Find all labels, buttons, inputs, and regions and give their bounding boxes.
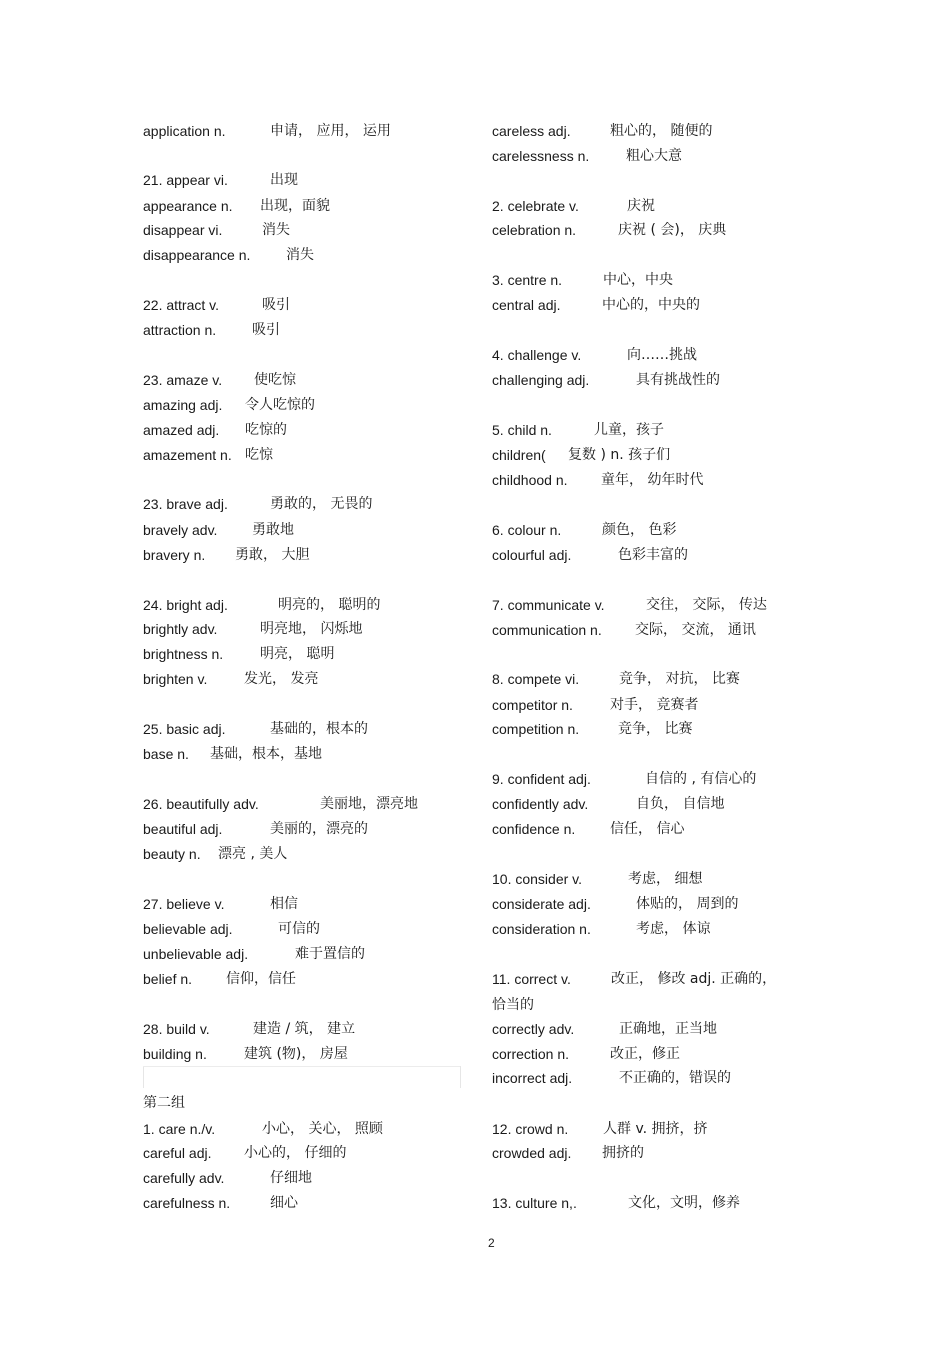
- entry-word: challenging adj.: [492, 372, 590, 388]
- entry-word: beautiful adj.: [143, 821, 223, 837]
- entry-word: careful adj.: [143, 1145, 212, 1161]
- entry-word: 25. basic adj.: [143, 721, 226, 737]
- entry-word: brightly adv.: [143, 621, 218, 637]
- entry-meaning: 童年， 幼年时代: [601, 472, 704, 488]
- entry-meaning: 基础，根本，基地: [210, 746, 322, 762]
- entry-meaning: 改正，修正: [610, 1046, 680, 1062]
- entry-word: 5. child n.: [492, 422, 552, 438]
- entry-word: belief n.: [143, 971, 193, 987]
- entry-word: bravery n.: [143, 547, 206, 563]
- entry-word: 26. beautifully adv.: [143, 796, 259, 812]
- entry-meaning: 消失: [262, 222, 290, 238]
- entry-meaning: 出现，面貌: [260, 198, 330, 214]
- entry-word: disappear vi.: [143, 222, 223, 238]
- entry-word: 13. culture n,.: [492, 1195, 577, 1211]
- entry-meaning: 向……挑战: [627, 347, 697, 363]
- entry-word: application n.: [143, 123, 226, 139]
- entry-word: correction n.: [492, 1046, 570, 1062]
- entry-meaning: 明亮地， 闪烁地: [260, 621, 363, 637]
- entry-word: 23. amaze v.: [143, 372, 223, 388]
- entry-meaning: 消失: [286, 247, 314, 263]
- entry-word: 8. compete vi.: [492, 671, 580, 687]
- entry-meaning: 粗心大意: [626, 148, 682, 164]
- entry-meaning: 令人吃惊的: [245, 397, 315, 413]
- entry-meaning: 具有挑战性的: [636, 372, 720, 388]
- entry-word: incorrect adj.: [492, 1070, 573, 1086]
- entry-word: 11. correct v.: [492, 971, 571, 987]
- entry-word: 10. consider v.: [492, 871, 583, 887]
- entry-word: 7. communicate v.: [492, 597, 605, 613]
- entry-word: considerate adj.: [492, 896, 591, 912]
- entry-word: base n.: [143, 746, 189, 762]
- entry-meaning: 交际， 交流， 通讯: [635, 622, 756, 638]
- entry-meaning: 复数 ) n. 孩子们: [568, 447, 671, 463]
- entry-word: 21. appear vi.: [143, 172, 228, 188]
- entry-meaning: 交往， 交际， 传达: [646, 597, 767, 613]
- entry-word: children(: [492, 447, 546, 463]
- entry-meaning: 明亮的， 聪明的: [278, 597, 381, 613]
- entry-word: attraction n.: [143, 322, 217, 338]
- entry-word: 4. challenge v.: [492, 347, 582, 363]
- entry-meaning: 难于置信的: [295, 946, 365, 962]
- entry-word: 12. crowd n.: [492, 1121, 569, 1137]
- entry-word: amazing adj.: [143, 397, 223, 413]
- entry-word: carefulness n.: [143, 1195, 231, 1211]
- entry-word: disappearance n.: [143, 247, 251, 263]
- entry-meaning: 建造 / 筑， 建立: [253, 1021, 356, 1037]
- entry-word: correctly adv.: [492, 1021, 575, 1037]
- entry-word: brightness n.: [143, 646, 224, 662]
- faint-rule: [460, 1066, 461, 1088]
- entry-meaning: 体贴的， 周到的: [636, 896, 739, 912]
- entry-meaning: 明亮， 聪明: [260, 646, 335, 662]
- entry-word: 3. centre n.: [492, 272, 563, 288]
- entry-meaning: 粗心的， 随便的: [610, 123, 713, 139]
- entry-meaning: 基础的，根本的: [270, 721, 368, 737]
- entry-word: 22. attract v.: [143, 297, 219, 313]
- entry-word: carelessness n.: [492, 148, 590, 164]
- entry-word: confidently adv.: [492, 796, 589, 812]
- entry-word: 27. believe v.: [143, 896, 225, 912]
- entry-meaning: 仔细地: [270, 1170, 312, 1186]
- entry-meaning: 儿童，孩子: [594, 422, 664, 438]
- faint-rule: [143, 1066, 460, 1067]
- entry-word: colourful adj.: [492, 547, 572, 563]
- entry-word: 24. bright adj.: [143, 597, 228, 613]
- entry-meaning: 中心的，中央的: [602, 297, 700, 313]
- entry-meaning: 勇敢地: [252, 522, 294, 538]
- entry-meaning: 庆祝: [627, 198, 655, 214]
- entry-meaning: 考虑， 体谅: [636, 921, 711, 937]
- entry-word: believable adj.: [143, 921, 233, 937]
- entry-meaning: 相信: [270, 896, 298, 912]
- entry-meaning: 拥挤的: [602, 1145, 644, 1161]
- entry-word: building n.: [143, 1046, 207, 1062]
- entry-word: childhood n.: [492, 472, 568, 488]
- entry-meaning: 漂亮 , 美人: [218, 846, 288, 862]
- entry-word: carefully adv.: [143, 1170, 225, 1186]
- entry-meaning: 对手， 竞赛者: [610, 697, 699, 713]
- entry-meaning: 美丽的，漂亮的: [270, 821, 368, 837]
- entry-word: 23. brave adj.: [143, 496, 228, 512]
- entry-meaning: 信任， 信心: [610, 821, 685, 837]
- entry-word: confidence n.: [492, 821, 576, 837]
- entry-meaning: 勇敢的， 无畏的: [270, 496, 373, 512]
- page-number: 2: [488, 1236, 495, 1250]
- entry-meaning: 改正， 修改 adj. 正确的，: [611, 971, 777, 987]
- entry-meaning: 吸引: [252, 322, 280, 338]
- entry-meaning: 吃惊: [245, 447, 273, 463]
- entry-word: 1. care n./v.: [143, 1121, 216, 1137]
- entry-meaning: 细心: [270, 1195, 298, 1211]
- entry-meaning: 吃惊的: [245, 422, 287, 438]
- entry-meaning: 建筑 (物)， 房屋: [244, 1046, 348, 1062]
- entry-word: amazement n.: [143, 447, 232, 463]
- faint-rule: [143, 1066, 144, 1088]
- entry-word: unbelievable adj.: [143, 946, 249, 962]
- entry-word: 6. colour n.: [492, 522, 562, 538]
- entry-meaning: 竞争， 对抗， 比赛: [619, 671, 740, 687]
- entry-meaning: 小心， 关心， 照顾: [262, 1121, 383, 1137]
- entry-meaning: 文化，文明，修养: [628, 1195, 740, 1211]
- entry-word: 恰当的: [492, 996, 534, 1012]
- entry-word: competition n.: [492, 721, 580, 737]
- entry-meaning: 自信的 , 有信心的: [645, 771, 757, 787]
- entry-word: communication n.: [492, 622, 602, 638]
- entry-meaning: 色彩丰富的: [618, 547, 688, 563]
- entry-meaning: 发光， 发亮: [244, 671, 319, 687]
- entry-meaning: 出现: [270, 172, 298, 188]
- entry-word: 9. confident adj.: [492, 771, 591, 787]
- entry-meaning: 使吃惊: [254, 372, 296, 388]
- entry-word: 2. celebrate v.: [492, 198, 579, 214]
- entry-meaning: 信仰，信任: [226, 971, 296, 987]
- entry-meaning: 可信的: [278, 921, 320, 937]
- entry-meaning: 颜色， 色彩: [602, 522, 677, 538]
- entry-meaning: 考虑， 细想: [628, 871, 703, 887]
- entry-word: appearance n.: [143, 198, 233, 214]
- entry-word: 28. build v.: [143, 1021, 210, 1037]
- entry-word: crowded adj.: [492, 1145, 572, 1161]
- entry-word: amazed adj.: [143, 422, 220, 438]
- entry-meaning: 申请， 应用， 运用: [270, 123, 391, 139]
- entry-meaning: 庆祝 ( 会)， 庆典: [618, 222, 727, 238]
- entry-meaning: 勇敢， 大胆: [235, 547, 310, 563]
- entry-meaning: 中心，中央: [603, 272, 673, 288]
- entry-word: central adj.: [492, 297, 561, 313]
- entry-word: competitor n.: [492, 697, 573, 713]
- entry-meaning: 不正确的，错误的: [619, 1070, 731, 1086]
- entry-word: consideration n.: [492, 921, 591, 937]
- entry-meaning: 美丽地，漂亮地: [320, 796, 418, 812]
- group-heading: 第二组: [143, 1095, 185, 1111]
- entry-meaning: 小心的， 仔细的: [244, 1145, 347, 1161]
- entry-meaning: 竞争， 比赛: [618, 721, 693, 737]
- entry-meaning: 自负， 自信地: [636, 796, 725, 812]
- entry-meaning: 正确地，正当地: [619, 1021, 717, 1037]
- entry-word: careless adj.: [492, 123, 571, 139]
- entry-meaning: 吸引: [262, 297, 290, 313]
- entry-word: brighten v.: [143, 671, 208, 687]
- entry-word: celebration n.: [492, 222, 577, 238]
- entry-word: beauty n.: [143, 846, 201, 862]
- entry-meaning: 人群 v. 拥挤，挤: [603, 1121, 708, 1137]
- entry-word: bravely adv.: [143, 522, 218, 538]
